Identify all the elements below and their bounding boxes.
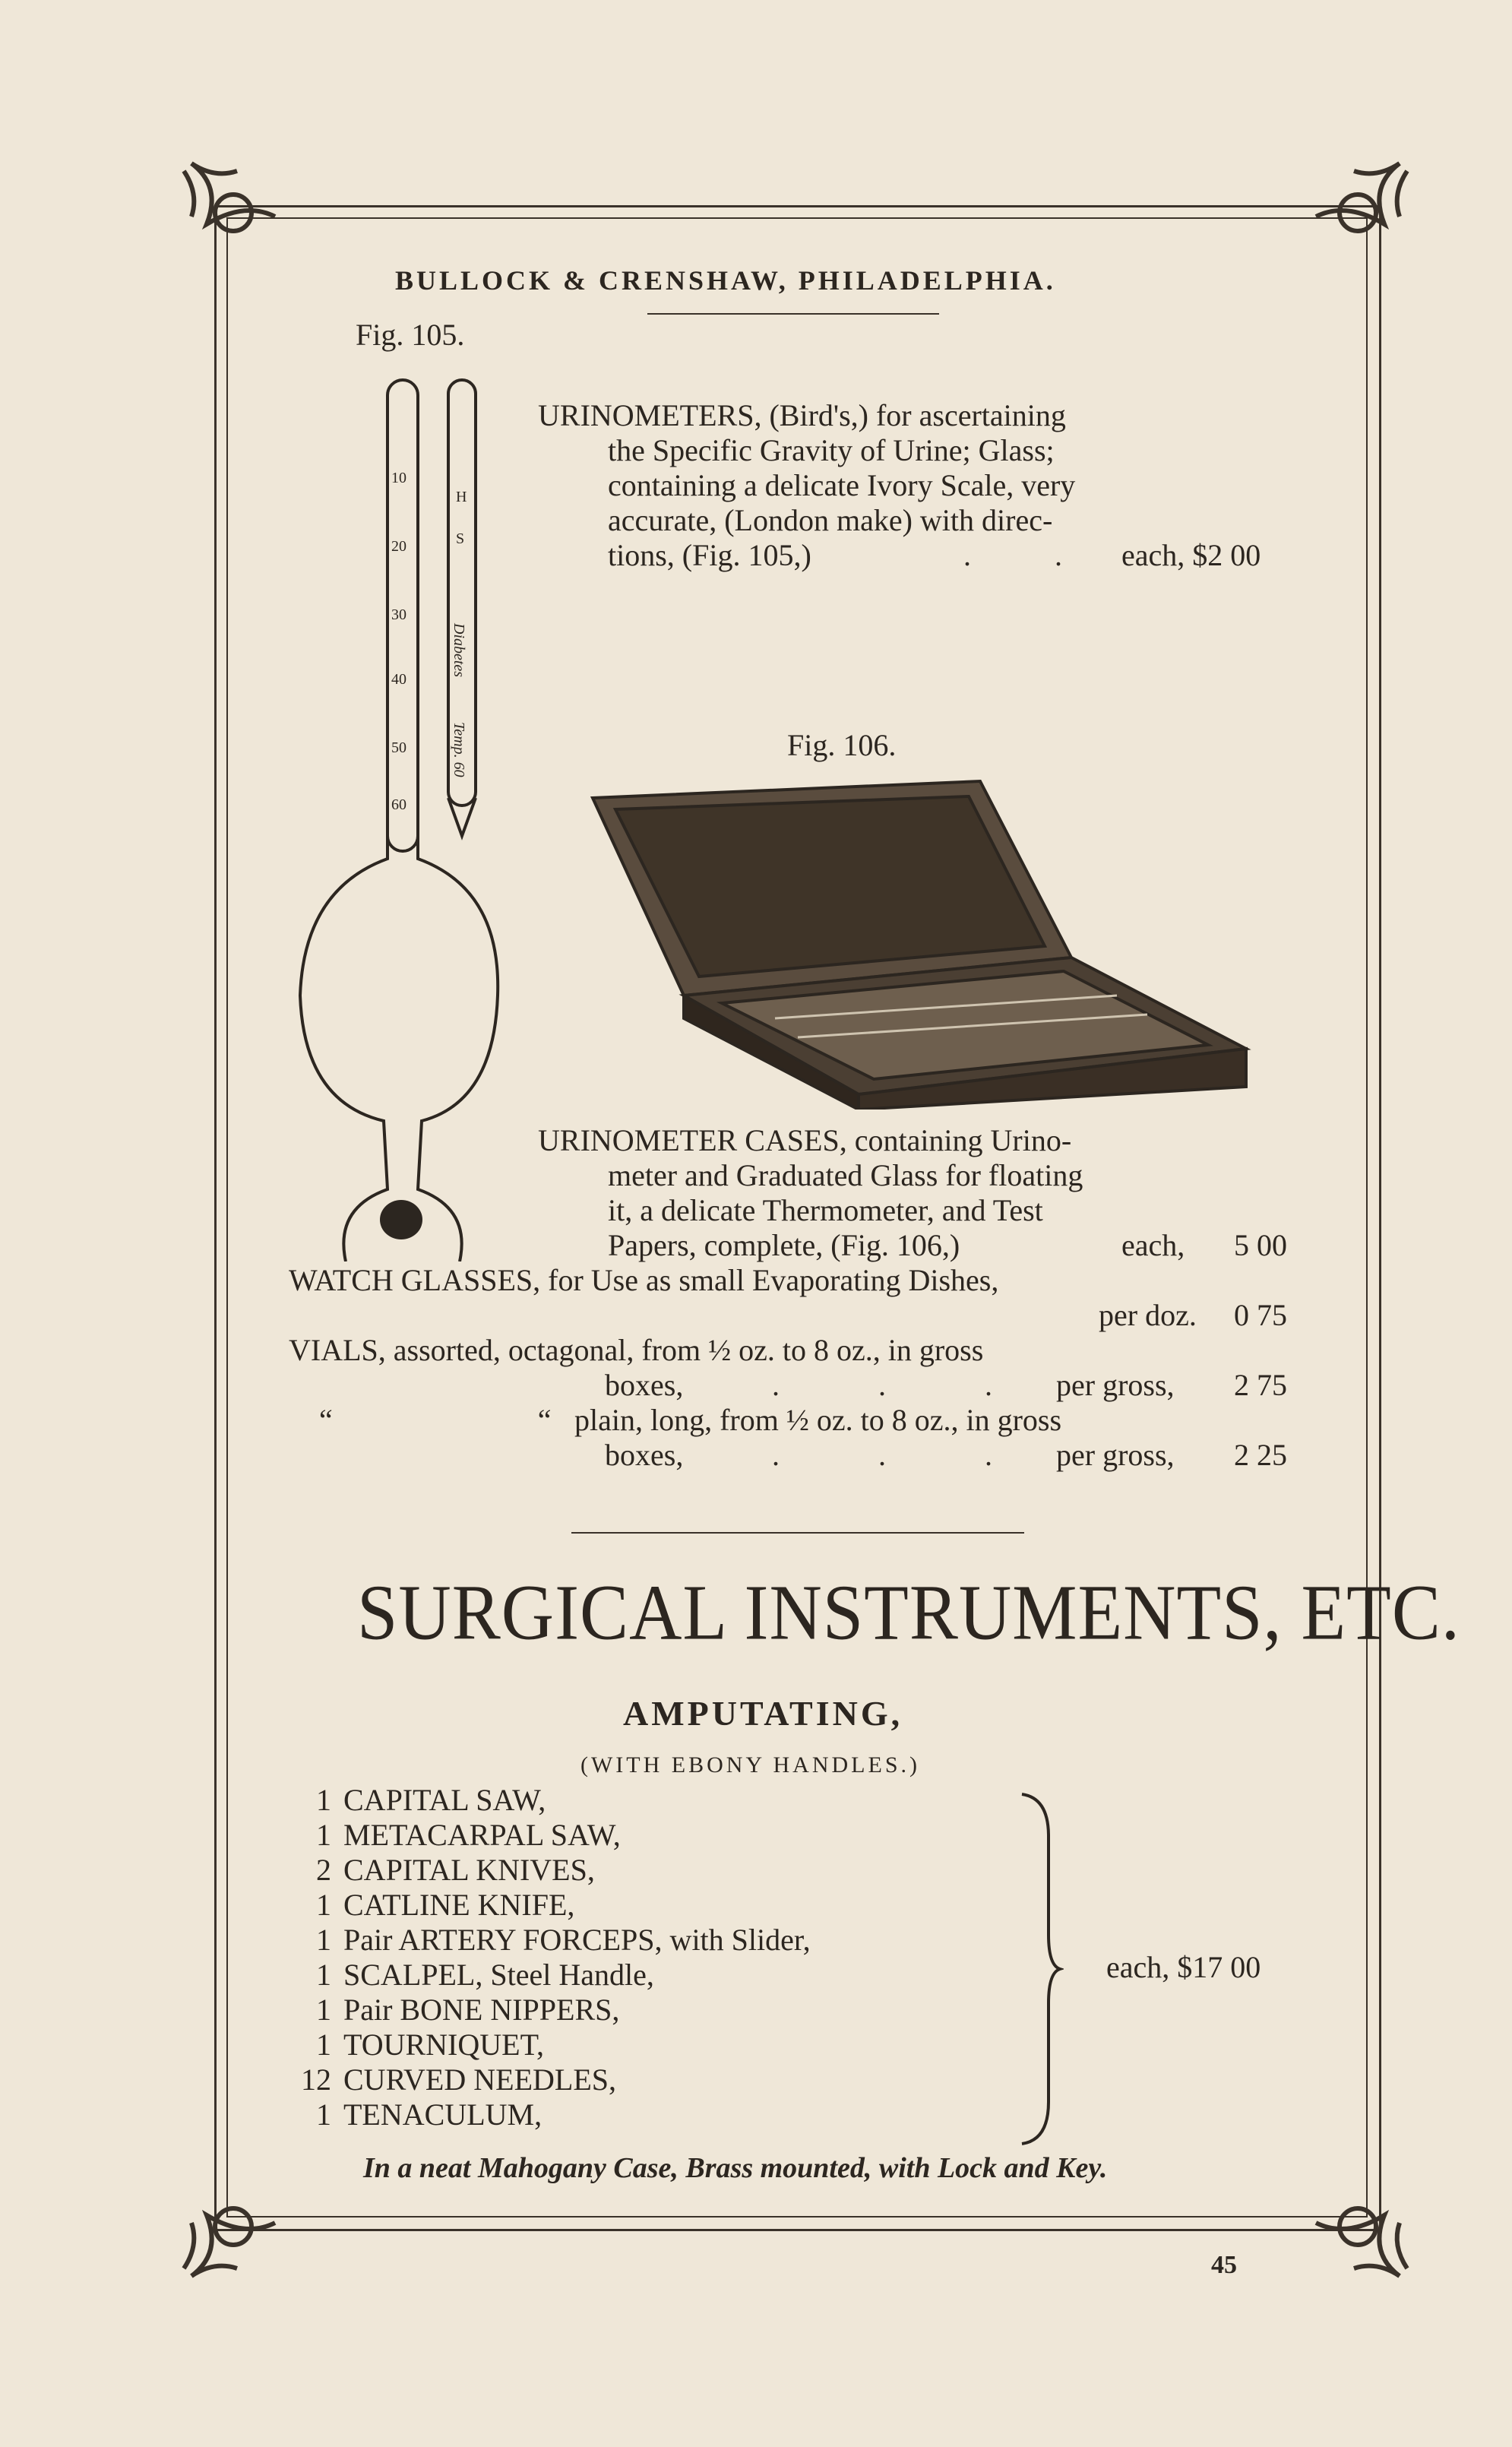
item-qty: 1	[316, 1958, 331, 1992]
vials-leader-dots: . . .	[772, 1438, 1038, 1472]
item-name: CATLINE KNIFE,	[343, 1888, 575, 1922]
item-qty: 12	[301, 2062, 331, 2097]
item-name: Pair BONE NIPPERS,	[343, 1993, 620, 2027]
cases-line-4: Papers, complete, (Fig. 106,)	[608, 1228, 960, 1262]
item-name: CAPITAL KNIVES,	[343, 1853, 595, 1887]
item-qty: 1	[316, 1923, 331, 1957]
set-price: each, $17 00	[1106, 1950, 1261, 1984]
scale-tick-label: 50	[391, 739, 406, 756]
item-name: SCALPEL, Steel Handle,	[343, 1958, 654, 1992]
case-note: In a neat Mahogany Case, Brass mounted, with Lock and Key.	[363, 2152, 1108, 2184]
item-qty: 1	[316, 2028, 331, 2062]
item-qty: 1	[316, 2097, 331, 2132]
urinometers-line-3: containing a delicate Ivory Scale, very	[608, 468, 1076, 502]
vials-line-2: boxes,	[605, 1368, 684, 1402]
right-brace-icon	[1018, 1790, 1064, 2148]
fleur-de-lis-ornament-icon	[176, 156, 305, 285]
urinometers-line-4: accurate, (London make) with direc-	[608, 503, 1053, 537]
scale-tick-label: 30	[391, 606, 406, 623]
cases-line-3: it, a delicate Thermometer, and Test	[608, 1193, 1043, 1227]
item-name: TENACULUM,	[343, 2097, 542, 2132]
scale-tick-label: 20	[391, 538, 406, 555]
fleur-de-lis-ornament-icon	[1286, 156, 1415, 285]
item-name: CAPITAL SAW,	[343, 1783, 546, 1817]
scale-tick-label: 40	[391, 671, 406, 688]
urinometers-line-1: URINOMETERS, (Bird's,) for ascertaining	[538, 398, 1066, 432]
urinometer-illustration	[289, 372, 517, 1261]
cases-price: 5 00	[1234, 1228, 1287, 1262]
amputating-heading: AMPUTATING,	[623, 1694, 903, 1733]
vials-price-1: 2 75	[1234, 1368, 1287, 1402]
vials-line-3: plain, long, from ½ oz. to 8 oz., in gross	[574, 1403, 1062, 1437]
vials-ditto-marks: “ “	[319, 1403, 650, 1437]
item-qty: 1	[316, 1818, 331, 1852]
urinometer-case-illustration	[585, 775, 1254, 1110]
scale-tick-label: 60	[391, 796, 406, 813]
item-qty: 1	[316, 1888, 331, 1922]
urinometers-line-2: the Specific Gravity of Urine; Glass;	[608, 433, 1055, 467]
fleur-de-lis-ornament-icon	[176, 2154, 305, 2284]
header-rule	[647, 313, 939, 315]
page-number: 45	[1211, 2251, 1237, 2279]
vials-unit: per gross,	[1056, 1368, 1175, 1402]
cases-line-2: meter and Graduated Glass for floating	[608, 1158, 1083, 1192]
urinometers-leader-dots: . .	[963, 538, 1100, 572]
ebony-subheading: (WITH EBONY HANDLES.)	[580, 1752, 920, 1777]
tube-mid-label: S	[456, 530, 465, 547]
watch-glasses-price: 0 75	[1234, 1298, 1287, 1332]
item-name: CURVED NEEDLES,	[343, 2062, 617, 2097]
item-qty: 1	[316, 1783, 331, 1817]
fleur-de-lis-ornament-icon	[1286, 2154, 1415, 2284]
fig-105-label: Fig. 105.	[356, 318, 465, 352]
item-qty: 1	[316, 1993, 331, 2027]
running-header: BULLOCK & CRENSHAW, PHILADELPHIA.	[395, 265, 1056, 296]
section-title: SURGICAL INSTRUMENTS, ETC.	[357, 1568, 1460, 1657]
vials-unit: per gross,	[1056, 1438, 1175, 1472]
tube-temp-label: Temp. 60	[451, 722, 467, 777]
vials-price-2: 2 25	[1234, 1438, 1287, 1472]
watch-glasses-line: WATCH GLASSES, for Use as small Evaporating Dishes,	[289, 1263, 999, 1297]
vials-line-4: boxes,	[605, 1438, 684, 1472]
cases-line-1: URINOMETER CASES, containing Urino-	[538, 1123, 1072, 1157]
scale-tick-label: 10	[391, 470, 406, 486]
tube-top-label: H	[456, 489, 467, 505]
item-name: METACARPAL SAW,	[343, 1818, 621, 1852]
urinometers-price: each, $2 00	[1121, 538, 1261, 572]
section-rule	[571, 1532, 1024, 1534]
vials-leader-dots: . . .	[772, 1368, 1038, 1402]
item-name: TOURNIQUET,	[343, 2028, 545, 2062]
vials-line-1: VIALS, assorted, octagonal, from ½ oz. to 8 oz., in gross	[289, 1333, 984, 1367]
item-qty: 2	[316, 1853, 331, 1887]
fig-106-label: Fig. 106.	[787, 728, 897, 762]
watch-glasses-unit: per doz.	[1099, 1298, 1197, 1332]
cases-unit: each,	[1121, 1228, 1185, 1262]
tube-diabetes-label: Diabetes	[451, 623, 467, 678]
urinometers-line-5: tions, (Fig. 105,)	[608, 538, 811, 572]
item-name: Pair ARTERY FORCEPS, with Slider,	[343, 1923, 811, 1957]
